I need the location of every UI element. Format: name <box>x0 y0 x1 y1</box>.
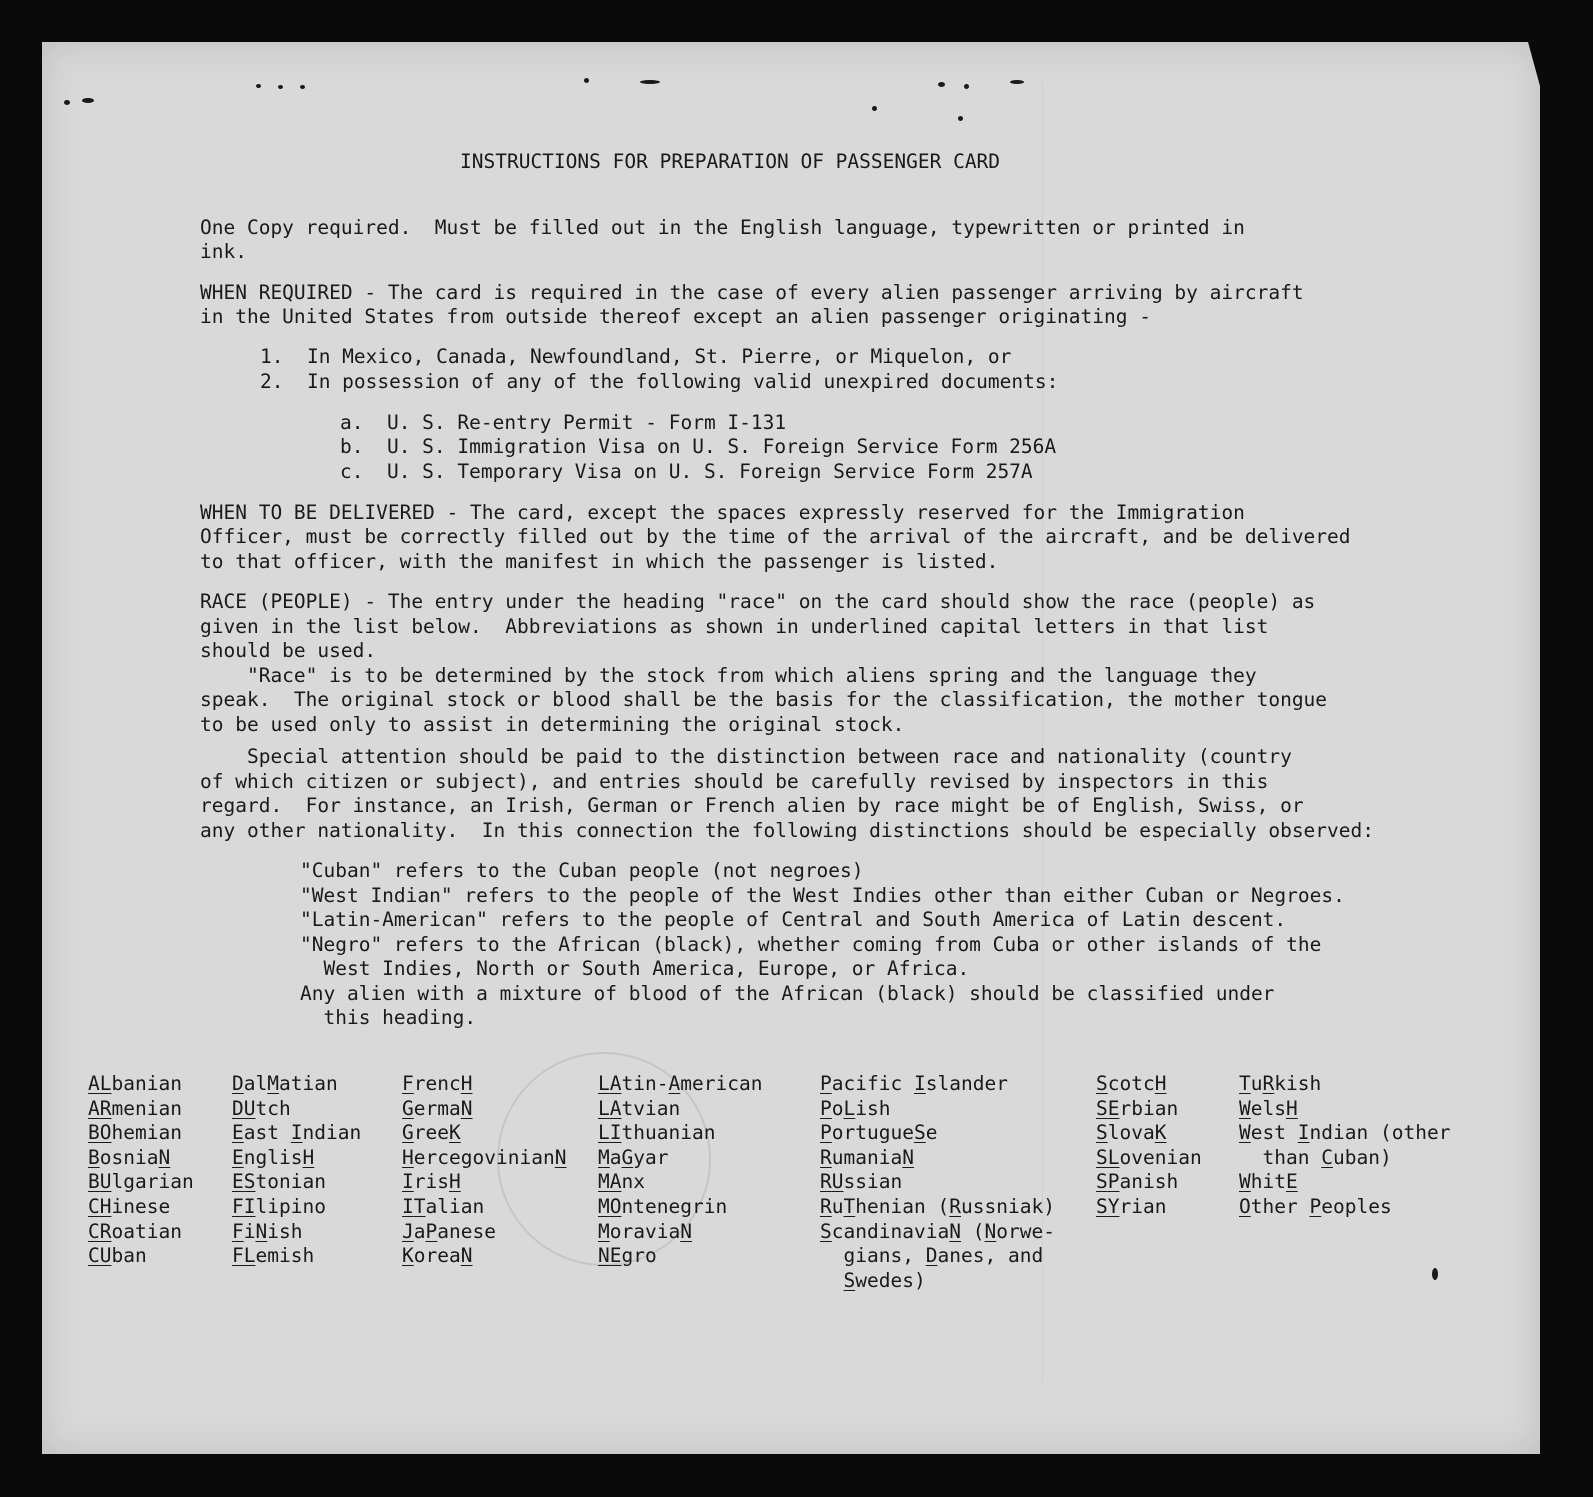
race-line-1: RACE (PEOPLE) - The entry under the heading "race" on the card should show the race (people) as <box>200 590 1316 613</box>
when-delivered-line-1: WHEN TO BE DELIVERED - The card, except the spaces expressly reserved for the Immigration <box>200 501 1245 524</box>
race-list-column-6 <box>1096 1072 1202 1220</box>
race-list-entry: ScandinaviaN (Norwe- <box>820 1219 1055 1243</box>
speck-mark <box>958 116 963 121</box>
distinction-cuban: "Cuban" refers to the Cuban people (not negroes) <box>300 859 864 882</box>
race-list-entry: RumaniaN <box>820 1145 914 1169</box>
race-list-entry: NEgro <box>598 1244 657 1268</box>
race-list-entry: LIthuanian <box>598 1121 716 1145</box>
speck-mark <box>938 82 945 87</box>
race-list-entry: West Indian (other <box>1239 1121 1451 1145</box>
race-list-column-7 <box>1239 1072 1451 1220</box>
speck-mark <box>872 106 877 111</box>
speck-mark <box>278 85 283 89</box>
speck-mark <box>300 85 305 89</box>
race-list-column-5 <box>820 1072 1055 1293</box>
speck-mark <box>64 100 70 105</box>
speck-mark <box>584 78 589 83</box>
speck-mark <box>1010 80 1024 84</box>
race-list-entry: ScotcH <box>1096 1072 1167 1095</box>
speck-mark <box>256 84 261 88</box>
nationality-line-3: regard. For instance, an Irish, German or French alien by race might be of English, Swiss, or <box>200 794 1304 817</box>
when-delivered-line-2: Officer, must be correctly filled out by the time of the arrival of the aircraft, and be delivered <box>200 525 1351 548</box>
nationality-line-4: any other nationality. In this connection the following distinctions should be especially observed: <box>200 819 1374 842</box>
race-list-entry: Swedes) <box>843 1268 926 1292</box>
document-page <box>42 42 1540 1454</box>
when-required-line-1: WHEN REQUIRED - The card is required in the case of every alien passenger arriving by aircraft <box>200 281 1304 304</box>
race-list-entry: FIlipino <box>232 1194 326 1218</box>
race-list-entry: CRoatian <box>88 1219 182 1243</box>
when-delivered-line-3: to that officer, with the manifest in which the passenger is listed. <box>200 550 999 573</box>
race-list-column-2 <box>232 1072 361 1269</box>
race-list-entry: RuThenian (Russniak) <box>820 1194 1055 1218</box>
race-list-entry: CHinese <box>88 1194 171 1218</box>
race-list-entry: WhitE <box>1239 1170 1298 1194</box>
race-list-entry: PoLish <box>820 1096 891 1120</box>
race-list-entry: FiNish <box>232 1219 303 1243</box>
distinction-negro-cont: West Indies, North or South America, Europe, or Africa. <box>300 957 970 980</box>
speck-mark <box>82 98 94 103</box>
intro-line-2: ink. <box>200 240 247 263</box>
race-list-entry: KoreaN <box>402 1244 473 1268</box>
race-list-entry: LAtin-American <box>598 1072 763 1095</box>
race-list-entry: DalMatian <box>232 1072 338 1095</box>
race-list-entry: GermaN <box>402 1096 473 1120</box>
race-list-entry: HercegovinianN <box>402 1145 567 1169</box>
race-list-entry: LAtvian <box>598 1096 681 1120</box>
race-list-entry: IrisH <box>402 1170 461 1194</box>
race-list-entry: Pacific Islander <box>820 1072 1008 1095</box>
race-list-entry: BOhemian <box>88 1121 182 1145</box>
race-list-entry: GreeK <box>402 1121 461 1145</box>
race-list-entry: East Indian <box>232 1121 362 1145</box>
race-line-3: should be used. <box>200 639 377 662</box>
speck-mark <box>640 80 660 84</box>
race-list-column-4 <box>598 1072 763 1269</box>
distinction-mixture: Any alien with a mixture of blood of the African (black) should be classified under <box>300 982 1275 1005</box>
speck-mark <box>964 84 969 89</box>
race-list-entry: SlovaK <box>1096 1121 1167 1145</box>
race-list-entry: BUlgarian <box>88 1170 194 1194</box>
race-list-entry: CUban <box>88 1244 147 1268</box>
page-corner-fold <box>1528 42 1540 86</box>
race-list-entry: ARmenian <box>88 1096 182 1120</box>
race-list-entry: ALbanian <box>88 1072 182 1095</box>
race-line-2: given in the list below. Abbreviations as shown in underlined capital letters in that list <box>200 615 1269 638</box>
race-list-entry: FLemish <box>232 1244 315 1268</box>
race-list-entry: Other Peoples <box>1239 1194 1392 1218</box>
race-list-entry: ITalian <box>402 1194 485 1218</box>
race-list-entry: MaGyar <box>598 1145 669 1169</box>
race-list-entry: DUtch <box>232 1096 291 1120</box>
exception-item-1: 1. In Mexico, Canada, Newfoundland, St. Pierre, or Miquelon, or <box>260 345 1012 368</box>
race-list-entry: SErbian <box>1096 1096 1179 1120</box>
speck-mark <box>1432 1268 1438 1280</box>
race-list-entry: BosniaN <box>88 1145 171 1169</box>
distinction-latin-american: "Latin-American" refers to the people of Central and South America of Latin descent. <box>300 908 1287 931</box>
race-list-entry: JaPanese <box>402 1219 496 1243</box>
race-line-4: "Race" is to be determined by the stock from which aliens spring and the language they <box>200 664 1257 687</box>
race-line-6: to be used only to assist in determining the original stock. <box>200 713 905 736</box>
distinction-west-indian: "West Indian" refers to the people of the West Indies other than either Cuban or Negroes. <box>300 884 1345 907</box>
race-list-entry: FrencH <box>402 1072 473 1095</box>
race-list-entry: EnglisH <box>232 1145 315 1169</box>
distinction-mixture-cont: this heading. <box>300 1006 477 1029</box>
distinction-negro: "Negro" refers to the African (black), whether coming from Cuba or other islands of the <box>300 933 1322 956</box>
race-list-entry: SLovenian <box>1096 1145 1202 1169</box>
intro-line-1: One Copy required. Must be filled out in the English language, typewritten or printed in <box>200 216 1245 239</box>
race-list-entry: RUssian <box>820 1170 903 1194</box>
document-item-a: a. U. S. Re-entry Permit - Form I-131 <box>340 411 787 434</box>
race-list-entry: WelsH <box>1239 1096 1298 1120</box>
race-list-entry: MoraviaN <box>598 1219 692 1243</box>
race-list-entry: EStonian <box>232 1170 326 1194</box>
race-list-entry: than Cuban) <box>1262 1145 1392 1169</box>
race-line-5: speak. The original stock or blood shall be the basis for the classification, the mother tongue <box>200 688 1328 711</box>
page-title: INSTRUCTIONS FOR PREPARATION OF PASSENGER CARD <box>460 150 1001 173</box>
document-item-b: b. U. S. Immigration Visa on U. S. Foreign Service Form 256A <box>340 435 1057 458</box>
nationality-line-1: Special attention should be paid to the distinction between race and nationality (country <box>200 745 1292 768</box>
document-item-c: c. U. S. Temporary Visa on U. S. Foreign Service Form 257A <box>340 460 1033 483</box>
race-list-entry: MOntenegrin <box>598 1194 728 1218</box>
race-list-entry: SPanish <box>1096 1170 1179 1194</box>
when-required-line-2: in the United States from outside thereof except an alien passenger originating - <box>200 305 1151 328</box>
race-list-entry: MAnx <box>598 1170 645 1194</box>
exception-item-2: 2. In possession of any of the following valid unexpired documents: <box>260 370 1059 393</box>
race-list-entry: PortugueSe <box>820 1121 938 1145</box>
race-list-entry: TuRkish <box>1239 1072 1322 1095</box>
race-list-column-1 <box>88 1072 194 1269</box>
race-list-column-3 <box>402 1072 567 1269</box>
race-list-entry: SYrian <box>1096 1194 1167 1218</box>
nationality-line-2: of which citizen or subject), and entries should be carefully revised by inspectors in this <box>200 770 1269 793</box>
race-list-entry: gians, Danes, and <box>843 1244 1044 1268</box>
